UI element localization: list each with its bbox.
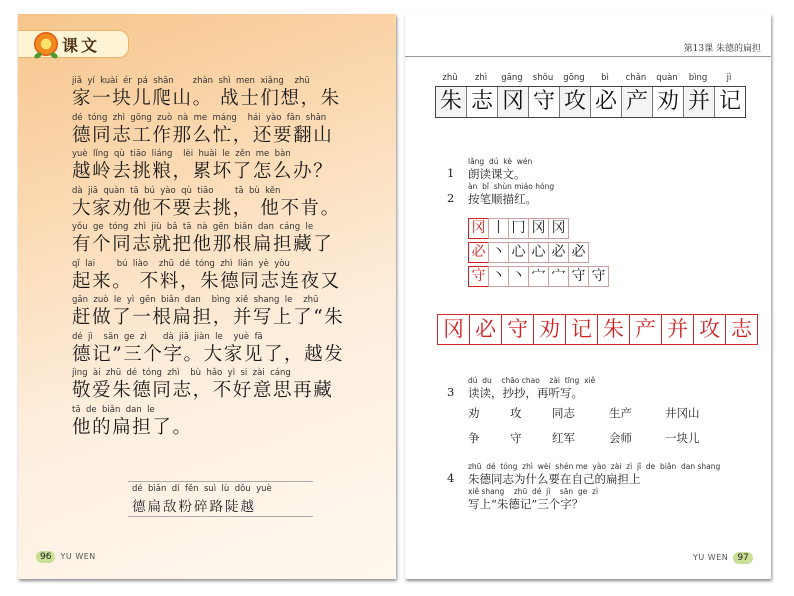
text-line (72, 332, 372, 367)
stroke-cell: 心 (508, 242, 529, 263)
pinyin-line: yǒu ge tóng zhì jiù bǎ tā nà gēn biǎn dan cáng le (72, 222, 314, 232)
pinyin-line: dé tóng zhì gōng zuò nà me máng hái yào fān shān (72, 112, 327, 123)
grid-pinyin: gōng (563, 73, 585, 83)
grid-char: 攻 (560, 87, 591, 117)
item3-text: 读读，抄抄，再听写。 (468, 386, 583, 400)
red-trace-char: 朱 (597, 314, 630, 345)
page-number: 97 (733, 552, 752, 564)
grid-char: 必 (591, 87, 622, 117)
grid-char: 产 (622, 87, 653, 117)
item4-line-1: 朱德同志为什么要在自己的扁担上 (468, 472, 641, 486)
grid-char: 守 (529, 87, 560, 117)
grid-pinyin: gāng (501, 73, 523, 83)
leaf-icon (49, 51, 58, 59)
item2-text: 按笔顺描红。 (468, 192, 537, 206)
page-footer-left (36, 544, 96, 563)
grid-pinyin: zhū (442, 73, 458, 83)
red-trace-char: 劝 (533, 314, 566, 345)
practice-word: 争 (468, 431, 480, 445)
item4-number: 4 (447, 471, 455, 485)
item1-number: 1 (447, 166, 455, 180)
hanzi-line: 大家劝他不要去挑， 他不肯。 (72, 197, 341, 219)
pinyin-line: jiā yí kuài ér pá shān zhàn shì men xiǎng zhū (72, 76, 310, 86)
red-trace-char: 攻 (693, 314, 726, 345)
footer-text: YU WEN (60, 552, 96, 561)
stroke-cell: 宀 (548, 266, 569, 287)
red-trace-char: 冈 (437, 314, 470, 345)
red-trace-char: 志 (725, 314, 758, 345)
red-trace-char: 记 (565, 314, 598, 345)
stroke-row (468, 242, 588, 263)
item1-pinyin: lǎng dú kè wén (468, 157, 533, 166)
pinyin-line: yuè lǐng qù tiāo liáng lèi huài le zěn me bàn (72, 149, 291, 159)
grid-char: 志 (467, 87, 498, 117)
lesson-tab-label: 课文 (62, 36, 101, 55)
stroke-row (468, 266, 608, 287)
lesson-header: 第13课 朱德的扁担 (683, 44, 761, 54)
item4-line-2: 写上“朱德记”三个字？ (468, 497, 584, 511)
stroke-cell: 冈 (468, 218, 489, 239)
vocab-chars: 德扁敌粉碎路陡越 (132, 499, 256, 515)
pinyin-line: jìng ài zhū dé tóng zhì bù hǎo yì si zài cáng (72, 368, 291, 378)
page-number: 96 (36, 551, 55, 563)
hanzi-line: 赶做了一根扁担，并写上了“朱 (72, 307, 345, 328)
hanzi-line: 越岭去挑粮，累坏了怎么办？ (72, 161, 334, 182)
red-trace-char: 守 (501, 314, 534, 345)
grid-pinyin: quàn (656, 73, 678, 83)
practice-word: 红军 (552, 431, 575, 445)
stroke-cell: 丶 (488, 242, 509, 263)
hanzi-line: 他的扁担了。 (72, 416, 193, 438)
stroke-cell: 必 (468, 242, 489, 263)
stroke-cell: 冈 (548, 218, 569, 239)
text-line (72, 222, 372, 257)
stroke-cell: 冈 (528, 218, 549, 239)
grid-pinyin: zhì (474, 73, 488, 83)
stroke-cell: 必 (548, 242, 569, 263)
pinyin-line: gǎn zuò le yì gēn biǎn dan bìng xiě shang le zhū (72, 295, 319, 305)
lesson-tab (18, 30, 129, 58)
pinyin-line: tā de biǎn dan le (72, 404, 155, 415)
item2-number: 2 (447, 191, 455, 205)
grid-pinyin: bìng (688, 73, 708, 83)
item3-number: 3 (447, 385, 455, 399)
leaf-icon (33, 51, 42, 59)
stroke-cell: 丶 (488, 266, 509, 287)
red-trace-char: 产 (629, 314, 662, 345)
grid-char: 记 (718, 89, 741, 114)
text-line (72, 113, 372, 148)
practice-word: 劝 (468, 406, 480, 420)
text-line (72, 295, 372, 330)
grid-char: 并 (684, 87, 715, 117)
grid-char: 冈 (498, 87, 529, 117)
pinyin-line: qǐ lai bú liào zhū dé tóng zhì lián yè yòu (72, 258, 290, 269)
item4-pinyin-2: xiě shang zhū dé jì sān ge zì (468, 487, 599, 496)
pinyin-line: dà jiā quàn tā bú yào qù tiāo tā bù kěn (72, 185, 281, 196)
grid-char: 朱 (436, 87, 467, 117)
item4-pinyin-1: zhū dé tóng zhì wèi shén me yào zài zì jǐ de biǎn dan shang (468, 462, 721, 471)
grid-char: 劝 (653, 87, 684, 117)
left-page (18, 14, 396, 579)
practice-word: 一块儿 (665, 431, 700, 445)
stroke-cell: 守 (568, 266, 589, 287)
grid-pinyin: jì (726, 73, 732, 83)
grid-pinyin: chǎn (625, 73, 647, 83)
text-line (72, 76, 372, 111)
stroke-cell: 宀 (528, 266, 549, 287)
stroke-cell: 心 (528, 242, 549, 263)
practice-word: 会师 (609, 431, 632, 445)
text-line (72, 405, 372, 440)
stroke-cell: 必 (568, 242, 589, 263)
hanzi-line: 家一块儿爬山。 战士们想，朱 (72, 88, 341, 109)
hanzi-line: 有个同志就把他那根扁担藏了 (72, 234, 334, 255)
red-trace-char: 必 (469, 314, 502, 345)
vocab-pinyin: dé biǎn dí fěn suì lù dǒu yuè (132, 484, 272, 494)
text-line (72, 149, 372, 184)
grid-pinyin: shǒu (532, 73, 554, 83)
hanzi-line: 德记”三个字。大家见了，越发 (72, 343, 345, 365)
char-grid (435, 86, 746, 118)
practice-word: 攻 (510, 406, 522, 420)
practice-word: 守 (510, 431, 522, 445)
text-line (72, 368, 372, 403)
grid-pinyin: bì (601, 73, 609, 83)
item3-pinyin: dú du chāo chao zài tīng xiě (468, 376, 596, 385)
item1-text: 朗读课文。 (468, 167, 526, 181)
stroke-cell: 守 (468, 266, 489, 287)
hanzi-line: 起来。 不料，朱德同志连夜又 (72, 270, 341, 292)
stroke-cell: 守 (588, 266, 609, 287)
page-footer-right (693, 545, 753, 564)
hanzi-line: 德同志工作那么忙，还要翻山 (72, 124, 334, 146)
practice-word: 生产 (609, 406, 632, 420)
pinyin-line: dé jì sān ge zì dà jiā jiàn le yuè fā (72, 331, 263, 342)
text-line (72, 259, 372, 294)
header-divider (405, 56, 771, 57)
red-trace-char: 并 (661, 314, 694, 345)
vocab-box (128, 481, 313, 517)
practice-word: 同志 (552, 406, 575, 420)
right-page (405, 14, 771, 579)
stroke-cell: 丶 (508, 266, 529, 287)
red-trace-chars (437, 314, 757, 345)
stroke-cell: 丨 (488, 218, 509, 239)
hanzi-line: 敬爱朱德同志，不好意思再藏 (72, 380, 334, 401)
text-line (72, 186, 372, 221)
footer-text: YU WEN (693, 553, 729, 562)
item2-pinyin: àn bǐ shùn miáo hóng (468, 182, 555, 191)
stroke-row (468, 218, 568, 239)
stroke-cell: 冂 (508, 218, 529, 239)
practice-word: 井冈山 (665, 406, 700, 420)
